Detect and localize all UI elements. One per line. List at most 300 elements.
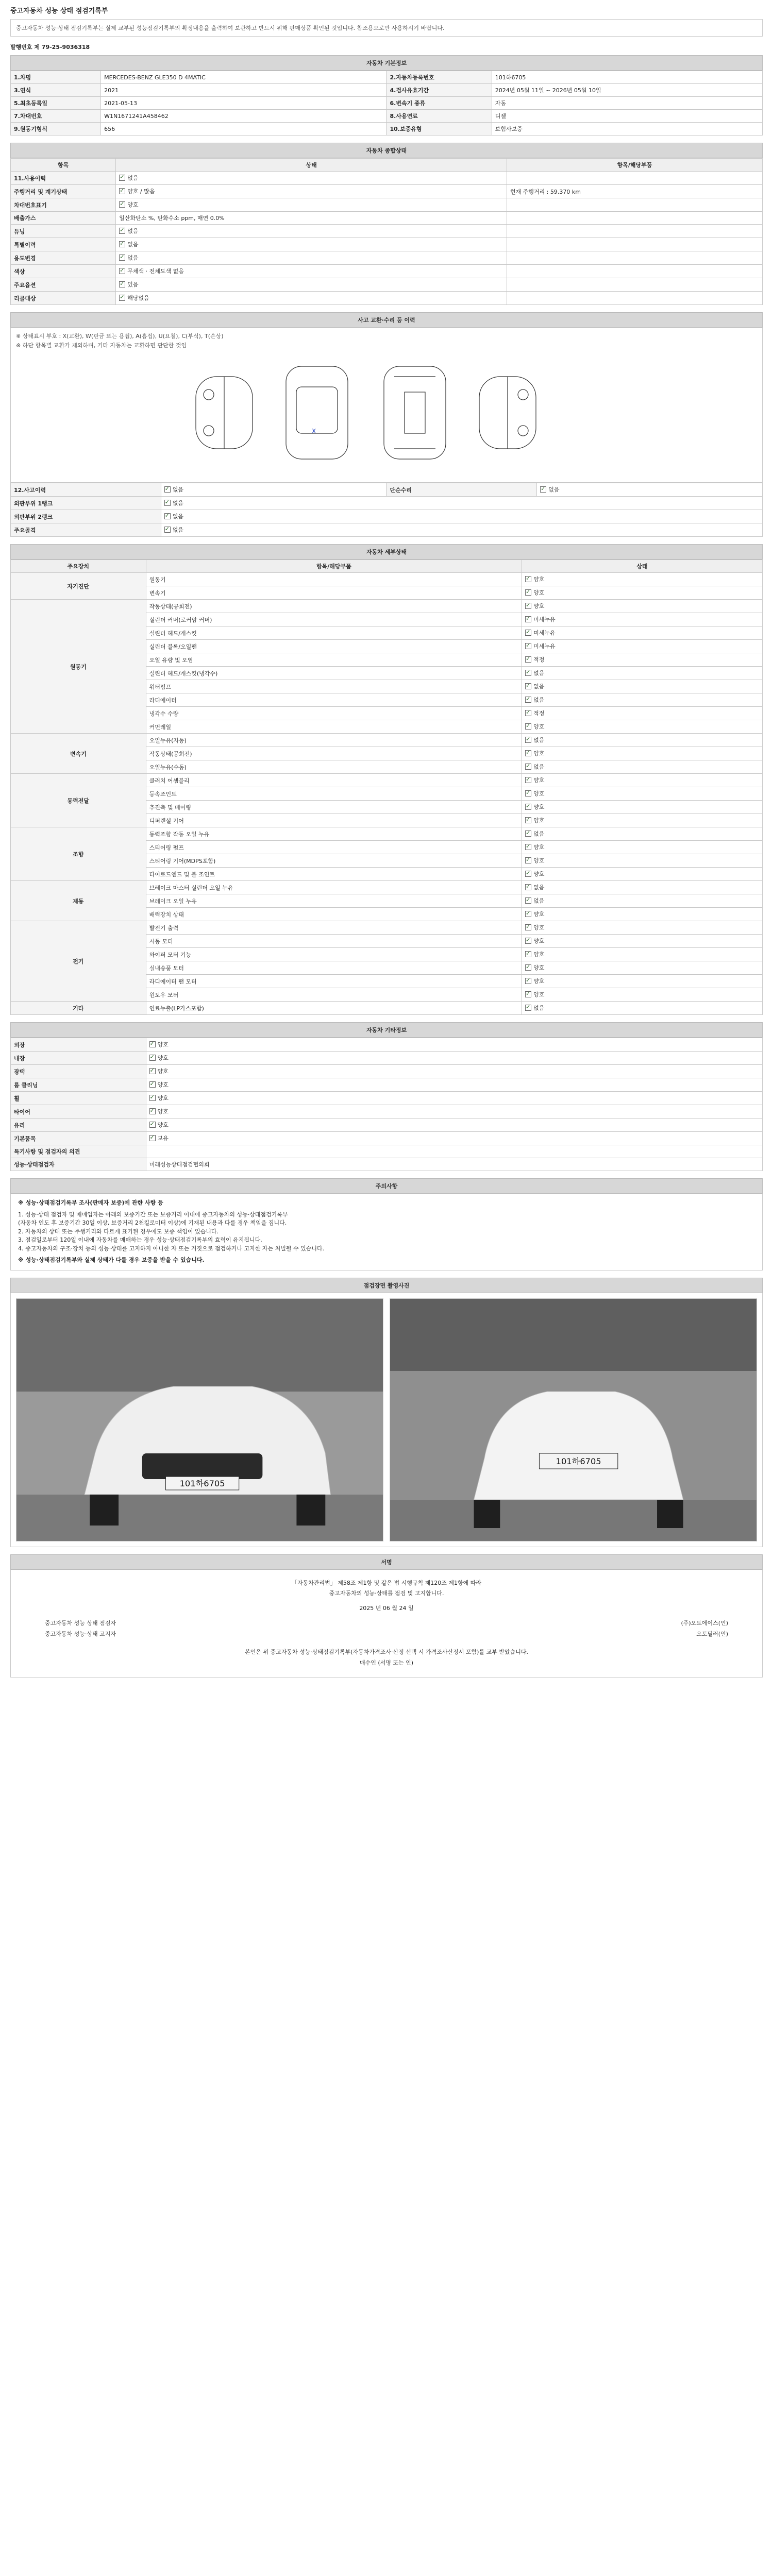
detail-item-state <box>522 961 763 975</box>
section-header-detail: 자동차 세부상태 <box>10 544 763 560</box>
detail-item-state <box>522 827 763 841</box>
basic-row <box>11 97 763 110</box>
option-text: 양호 <box>533 978 545 985</box>
option-text: 무채색 · 전체도색 없음 <box>127 268 184 275</box>
basic-info-table <box>10 71 763 135</box>
row-value <box>116 265 507 278</box>
checkbox-checked-icon <box>149 1135 156 1141</box>
checkbox-checked-icon <box>149 1108 156 1114</box>
panel-label: 주요골격 <box>11 523 161 537</box>
option-text: 없음 <box>127 241 139 248</box>
detail-item-name: 연료누출(LP가스포함) <box>146 1002 522 1015</box>
other-row <box>11 1038 763 1052</box>
detail-item-name: 동력조향 작동 오일 누유 <box>146 827 522 841</box>
detail-group-label: 원동기 <box>11 600 146 734</box>
option-text: 없음 <box>533 884 545 891</box>
option-text: 양호 / 많음 <box>127 188 155 195</box>
note-line: (자동차 인도 후 보증기간 30일 이상, 보증거리 2천킬로미터 이상)에 기재된 내용과 다를 경우 책임을 집니다. <box>18 1219 287 1226</box>
option-text: 양호 <box>533 790 545 797</box>
checkbox-checked-icon <box>525 670 531 676</box>
detail-row <box>11 774 763 787</box>
detail-item-name: 발전기 출력 <box>146 921 522 935</box>
checkbox-checked-icon <box>525 911 531 917</box>
detail-item-name: 브레이크 오일 누유 <box>146 894 522 908</box>
detail-item-state <box>522 814 763 827</box>
detail-row <box>11 573 763 586</box>
row-label: 용도변경 <box>11 251 116 265</box>
detail-item-name: 작동상태(공회전) <box>146 600 522 613</box>
checkbox-checked-icon <box>525 938 531 944</box>
detail-item-state <box>522 573 763 586</box>
row-value <box>146 1038 762 1052</box>
checkbox-checked-icon <box>525 589 531 596</box>
row-value <box>116 172 507 185</box>
option-text: 양호 <box>533 991 545 998</box>
car-front-photo-icon <box>16 1299 383 1541</box>
detail-item-name: 라디에이터 팬 모터 <box>146 975 522 988</box>
detail-item-name: 냉각수 수량 <box>146 707 522 720</box>
checkbox-checked-icon <box>525 951 531 957</box>
option-text: 없음 <box>533 683 545 690</box>
row-value <box>116 238 507 251</box>
option-text: 없음 <box>533 764 545 770</box>
checkbox-checked-icon <box>119 281 125 287</box>
detail-item-name: 변속기 <box>146 586 522 600</box>
option-text: 미세누유 <box>533 630 556 636</box>
row-value <box>146 1132 762 1145</box>
detail-item-name: 와이퍼 모터 기능 <box>146 948 522 961</box>
option-text: 적정 <box>533 656 545 663</box>
field-label: 1.차명 <box>11 71 101 84</box>
notes-warning: ※ 성능·상태점검기록부와 실제 상태가 다를 경우 보증을 받을 수 있습니다. <box>18 1257 205 1263</box>
row-value <box>116 292 507 305</box>
checkbox-checked-icon <box>525 750 531 756</box>
simple-repair-value <box>537 483 763 497</box>
section-header-basic: 자동차 기본정보 <box>10 55 763 71</box>
note-line: 4. 중고자동차의 구조·장치 등의 성능·상태를 고지하지 아니한 자 또는 거짓으로 점검하거나 고지한 자는 처벌될 수 있습니다. <box>18 1245 325 1252</box>
checkbox-checked-icon <box>525 764 531 770</box>
option-text: 없음 <box>127 228 139 234</box>
detail-item-state <box>522 841 763 854</box>
row-label: 리콜대상 <box>11 292 116 305</box>
field-value: 보험사보증 <box>492 123 762 135</box>
checkbox-checked-icon <box>149 1081 156 1088</box>
detail-group-label: 동력전달 <box>11 774 146 827</box>
general-state-section <box>10 143 763 305</box>
row-label: 특기사항 및 점검자의 의견 <box>11 1145 146 1158</box>
row-extra <box>507 265 762 278</box>
checkbox-checked-icon <box>525 978 531 984</box>
checkbox-checked-icon <box>525 817 531 823</box>
option-text: 없음 <box>533 737 545 743</box>
detail-item-state <box>522 801 763 814</box>
option-text: 양호 <box>533 723 545 730</box>
row-label: 주행거리 및 계기상태 <box>11 185 116 198</box>
checkbox-checked-icon <box>164 527 171 533</box>
section-header-photos: 점검장면 촬영사진 <box>10 1278 763 1293</box>
detail-item-state <box>522 707 763 720</box>
detail-item-state <box>522 667 763 680</box>
inspector-value: (주)오토에이스(인) <box>681 1620 728 1627</box>
row-label: 유리 <box>11 1118 146 1132</box>
detail-item-state <box>522 908 763 921</box>
general-row <box>11 278 763 292</box>
field-value: 2021 <box>101 84 386 97</box>
detail-item-state <box>522 881 763 894</box>
row-label: 주요옵션 <box>11 278 116 292</box>
checkbox-checked-icon <box>525 790 531 796</box>
sig-row <box>19 1618 754 1629</box>
accident-history-label: 12.사고이력 <box>11 483 161 497</box>
other-row <box>11 1092 763 1105</box>
diagram-legend <box>11 328 762 354</box>
col-header: 항목 <box>11 159 116 172</box>
detail-row <box>11 827 763 841</box>
detail-item-state <box>522 774 763 787</box>
field-label: 6.변속기 종류 <box>386 97 492 110</box>
row-label: 외장 <box>11 1038 146 1052</box>
notice: 중고자동차 성능·상태 점검기록부는 실제 교부된 성능점검기록부의 확정내용을 출력하여 보관하고 반드시 위해 판매상품 확인된 것입니다. 참조용으로만 사용하시기 바랍니다. <box>10 19 763 37</box>
row-label: 휠 <box>11 1092 146 1105</box>
detail-item-name: 워터펌프 <box>146 680 522 693</box>
checkbox-checked-icon <box>540 486 546 493</box>
detail-item-name: 추진축 및 베어링 <box>146 801 522 814</box>
option-text: 양호 <box>533 857 545 864</box>
checkbox-checked-icon <box>119 268 125 274</box>
row-value <box>116 225 507 238</box>
detail-item-state <box>522 935 763 948</box>
option-text: 보유 <box>157 1135 169 1142</box>
other-row <box>11 1078 763 1092</box>
field-value: 자동 <box>492 97 762 110</box>
checkbox-checked-icon <box>525 884 531 890</box>
col-header: 항목/해당부품 <box>146 560 522 573</box>
inspection-photo-rear <box>390 1298 757 1541</box>
detail-item-state <box>522 734 763 747</box>
option-text: 미세누유 <box>533 616 556 623</box>
option-text: 양호 <box>533 817 545 824</box>
checkbox-checked-icon <box>525 656 531 663</box>
inspection-photo-front <box>16 1298 383 1541</box>
document-page <box>5 5 768 1677</box>
buyer-note: 본인은 위 중고자동차 성능·상태점검기록부(자동차가격조사·산정 선택 시 가격조사산정서 포함)를 교부 받았습니다. <box>245 1648 528 1655</box>
sign-line: 「자동차관리법」 제58조 제1항 및 같은 법 시행규칙 제120조 제1항에 따라 <box>291 1579 482 1586</box>
row-label: 색상 <box>11 265 116 278</box>
detail-group-label: 전기 <box>11 921 146 1002</box>
checkbox-checked-icon <box>525 924 531 930</box>
general-row <box>11 185 763 198</box>
field-value: 2021-05-13 <box>101 97 386 110</box>
detail-item-state <box>522 720 763 734</box>
checkbox-checked-icon <box>525 857 531 863</box>
field-label: 5.최초등록일 <box>11 97 101 110</box>
option-text: 양호 <box>533 777 545 784</box>
detail-group-label: 자기진단 <box>11 573 146 600</box>
other-row <box>11 1105 763 1118</box>
detail-item-name: 등속조인트 <box>146 787 522 801</box>
basic-row <box>11 71 763 84</box>
panel-row <box>11 510 763 523</box>
option-text: 없음 <box>533 831 545 837</box>
other-row <box>11 1132 763 1145</box>
panel-value <box>161 523 762 537</box>
general-row <box>11 198 763 212</box>
option-text: 없음 <box>533 1005 545 1011</box>
detail-item-name: 오일누유(수동) <box>146 760 522 774</box>
checkbox-checked-icon <box>119 228 125 234</box>
seller-label: 중고자동차 성능·상태 고지자 <box>45 1631 116 1638</box>
basic-row <box>11 123 763 135</box>
option-text: 양호 <box>533 951 545 958</box>
row-extra: 현재 주행거리 : 59,370 km <box>507 185 762 198</box>
note-line: 3. 점검일로부터 120일 이내에 자동차를 매매하는 경우 성능·상태점검기록부의 효력이 유지됩니다. <box>18 1236 262 1243</box>
detail-group-label: 제동 <box>11 881 146 921</box>
field-label: 9.원동기형식 <box>11 123 101 135</box>
row-value <box>116 185 507 198</box>
section-header-general: 자동차 종합상태 <box>10 143 763 158</box>
option-text: 양호 <box>533 589 545 596</box>
photos-section <box>10 1278 763 1547</box>
row-extra <box>507 198 762 212</box>
other-row <box>11 1065 763 1078</box>
detail-group-label: 조향 <box>11 827 146 881</box>
signature-section <box>10 1554 763 1677</box>
field-value: 656 <box>101 123 386 135</box>
checkbox-checked-icon <box>149 1122 156 1128</box>
row-value: 일산화탄소 %, 탄화수소 ppm, 매연 0.0% <box>116 212 507 225</box>
detail-item-state <box>522 680 763 693</box>
field-value: W1N1671241A458462 <box>101 110 386 123</box>
general-row <box>11 225 763 238</box>
row-label: 광택 <box>11 1065 146 1078</box>
col-header: 상태 <box>522 560 763 573</box>
detail-item-state <box>522 921 763 935</box>
checkbox-checked-icon <box>525 603 531 609</box>
signature-block <box>10 1570 763 1677</box>
row-extra <box>507 225 762 238</box>
panel-value <box>161 497 762 510</box>
checkbox-checked-icon <box>525 710 531 716</box>
field-label: 10.보증유형 <box>386 123 492 135</box>
detail-item-state <box>522 854 763 868</box>
car-side-left-icon <box>196 377 253 449</box>
checkbox-checked-icon <box>525 844 531 850</box>
option-text: 양호 <box>533 750 545 757</box>
detail-item-state <box>522 747 763 760</box>
doc-title: 중고자동차 성능 상태 점검기록부 <box>10 7 108 15</box>
seller-value: 오토딜러(인) <box>696 1631 728 1638</box>
legend-line: ※ 하단 항목별 교환가 제외하며, 기타 자동차는 교환하면 판단한 것임 <box>16 342 187 349</box>
other-row <box>11 1118 763 1132</box>
note-line: 1. 성능·상태 점검자 및 매매업자는 아래의 보증기간 또는 보증거리 이내에 중고자동차의 성능·상태점검기록부 <box>18 1211 288 1218</box>
basic-info-section <box>10 55 763 135</box>
section-header-accident: 사고 교환·수리 등 이력 <box>10 312 763 328</box>
field-value: 101하6705 <box>492 71 762 84</box>
option-text: 없음 <box>127 255 139 261</box>
checkbox-checked-icon <box>525 576 531 582</box>
row-value <box>146 1065 762 1078</box>
general-state-table <box>10 158 763 305</box>
detail-body <box>11 573 763 1015</box>
checkbox-checked-icon <box>525 777 531 783</box>
option-text: 양호 <box>533 576 545 583</box>
checkbox-checked-icon <box>119 295 125 301</box>
notes-head: ※ 성능·상태점검기록부 조사(판매자 보증)에 관한 사항 등 <box>18 1199 163 1206</box>
checkbox-checked-icon <box>525 897 531 904</box>
accident-section <box>10 312 763 537</box>
checkbox-checked-icon <box>119 175 125 181</box>
option-text: 양호 <box>127 201 139 208</box>
option-text: 해당없음 <box>127 295 149 301</box>
option-text: 양호 <box>157 1068 169 1075</box>
special-row <box>11 1145 763 1158</box>
row-extra <box>507 212 762 225</box>
detail-item-state <box>522 894 763 908</box>
basic-row <box>11 110 763 123</box>
row-label: 11.사용이력 <box>11 172 116 185</box>
simple-repair-label: 단순수리 <box>386 483 537 497</box>
sig-row <box>19 1629 754 1640</box>
car-rear-photo-icon <box>390 1299 757 1541</box>
detail-item-name: 실린더 헤드/개스킷(냉각수) <box>146 667 522 680</box>
checkbox-checked-icon <box>119 241 125 247</box>
detail-item-state <box>522 653 763 667</box>
section-header-notes: 주의사항 <box>10 1178 763 1194</box>
option-text: 미세누유 <box>533 643 556 650</box>
checkbox-checked-icon <box>525 831 531 837</box>
detail-item-state <box>522 787 763 801</box>
doc-no-value: 79-25-9036318 <box>41 44 90 50</box>
row-value: 미래성능상태점검협의회 <box>146 1158 762 1171</box>
detail-item-name: 실린더 커버(로커암 커버) <box>146 613 522 626</box>
sign-line: 중고자동차의 성능·상태를 점검 및 고지합니다. <box>329 1590 444 1597</box>
option-text: 양호 <box>533 938 545 944</box>
section-header-sign: 서명 <box>10 1554 763 1570</box>
marker-x-icon: X <box>312 428 316 435</box>
field-label: 4.검사유효기간 <box>386 84 492 97</box>
detail-item-name: 라디에이터 <box>146 693 522 707</box>
general-row <box>11 238 763 251</box>
photo-row <box>10 1293 763 1547</box>
option-text: 양호 <box>533 871 545 877</box>
option-text: 양호 <box>157 1122 169 1128</box>
note-line: 2. 자동차의 상태 또는 주행거리와 다르게 표기된 경우에도 보증 책임이 있습니다. <box>18 1228 219 1235</box>
car-diagram-icon <box>191 356 582 469</box>
detail-item-name: 배력장치 상태 <box>146 908 522 921</box>
option-text: 양호 <box>157 1108 169 1115</box>
checkbox-checked-icon <box>164 486 171 493</box>
row-label: 룸 클리닝 <box>11 1078 146 1092</box>
detail-state-section <box>10 544 763 1015</box>
field-label: 2.자동차등록번호 <box>386 71 492 84</box>
field-label: 3.연식 <box>11 84 101 97</box>
detail-item-name: 커먼레일 <box>146 720 522 734</box>
col-header: 주요장치 <box>11 560 146 573</box>
detail-group-label: 변속기 <box>11 734 146 774</box>
row-value <box>146 1145 762 1158</box>
general-row <box>11 212 763 225</box>
detail-item-name: 오일 유량 및 오염 <box>146 653 522 667</box>
checkbox-checked-icon <box>149 1041 156 1047</box>
panel-row <box>11 523 763 537</box>
row-label: 기본품목 <box>11 1132 146 1145</box>
detail-item-state <box>522 975 763 988</box>
checkbox-checked-icon <box>164 500 171 506</box>
detail-item-name: 스티어링 펌프 <box>146 841 522 854</box>
checkbox-checked-icon <box>149 1055 156 1061</box>
row-label: 성능·상태점검자 <box>11 1158 146 1171</box>
detail-item-name: 스티어링 기어(MDPS포함) <box>146 854 522 868</box>
detail-item-state <box>522 626 763 640</box>
option-text: 양호 <box>533 804 545 810</box>
panel-value <box>161 510 762 523</box>
detail-item-state <box>522 600 763 613</box>
checkbox-checked-icon <box>164 513 171 519</box>
row-label: 배출가스 <box>11 212 116 225</box>
car-diagram-panel <box>10 328 763 483</box>
option-text: 없음 <box>172 513 184 520</box>
row-label: 특별이력 <box>11 238 116 251</box>
checkbox-checked-icon <box>149 1095 156 1101</box>
panel-label: 외판부위 2랭크 <box>11 510 161 523</box>
option-text: 양호 <box>157 1041 169 1048</box>
checkbox-checked-icon <box>525 871 531 877</box>
checkbox-checked-icon <box>119 188 125 194</box>
field-value: 디젤 <box>492 110 762 123</box>
detail-item-name: 클러치 어셈블리 <box>146 774 522 787</box>
checkbox-checked-icon <box>525 643 531 649</box>
option-text: 양호 <box>157 1095 169 1101</box>
row-value <box>116 278 507 292</box>
car-bottom-icon <box>384 366 446 459</box>
checkbox-checked-icon <box>525 683 531 689</box>
col-header: 상태 <box>116 159 507 172</box>
other-info-table <box>10 1038 763 1171</box>
detail-state-table <box>10 560 763 1015</box>
detail-group-label: 기타 <box>11 1002 146 1015</box>
detail-item-name: 브레이크 마스터 실린더 오일 누유 <box>146 881 522 894</box>
detail-item-name: 타이로드엔드 및 볼 조인트 <box>146 868 522 881</box>
option-text: 양호 <box>533 911 545 918</box>
plate-text: 101하6705 <box>179 1478 225 1488</box>
row-extra <box>507 292 762 305</box>
checkbox-checked-icon <box>119 255 125 261</box>
detail-item-state <box>522 988 763 1002</box>
legend-line: ※ 상태표시 부호 : X(교환), W(판금 또는 용접), A(흠집), U(요철), C(부식), T(손상) <box>16 333 224 340</box>
section-header-other: 자동차 기타정보 <box>10 1022 763 1038</box>
row-label: 타이어 <box>11 1105 146 1118</box>
row-extra <box>507 172 762 185</box>
option-text: 없음 <box>172 486 184 493</box>
field-label: 7.차대번호 <box>11 110 101 123</box>
row-value <box>146 1105 762 1118</box>
general-row <box>11 172 763 185</box>
detail-item-name: 작동상태(공회전) <box>146 747 522 760</box>
detail-item-name: 실내송풍 모터 <box>146 961 522 975</box>
checkbox-checked-icon <box>149 1068 156 1074</box>
sign-date: 2025 년 06 월 24 일 <box>359 1605 414 1612</box>
other-info-section <box>10 1022 763 1171</box>
general-row <box>11 265 763 278</box>
row-label: 튜닝 <box>11 225 116 238</box>
detail-row <box>11 881 763 894</box>
row-value <box>116 251 507 265</box>
checkbox-checked-icon <box>525 1005 531 1011</box>
detail-item-state <box>522 1002 763 1015</box>
option-text: 양호 <box>157 1055 169 1061</box>
option-text: 없음 <box>172 500 184 506</box>
option-text: 적정 <box>533 710 545 717</box>
